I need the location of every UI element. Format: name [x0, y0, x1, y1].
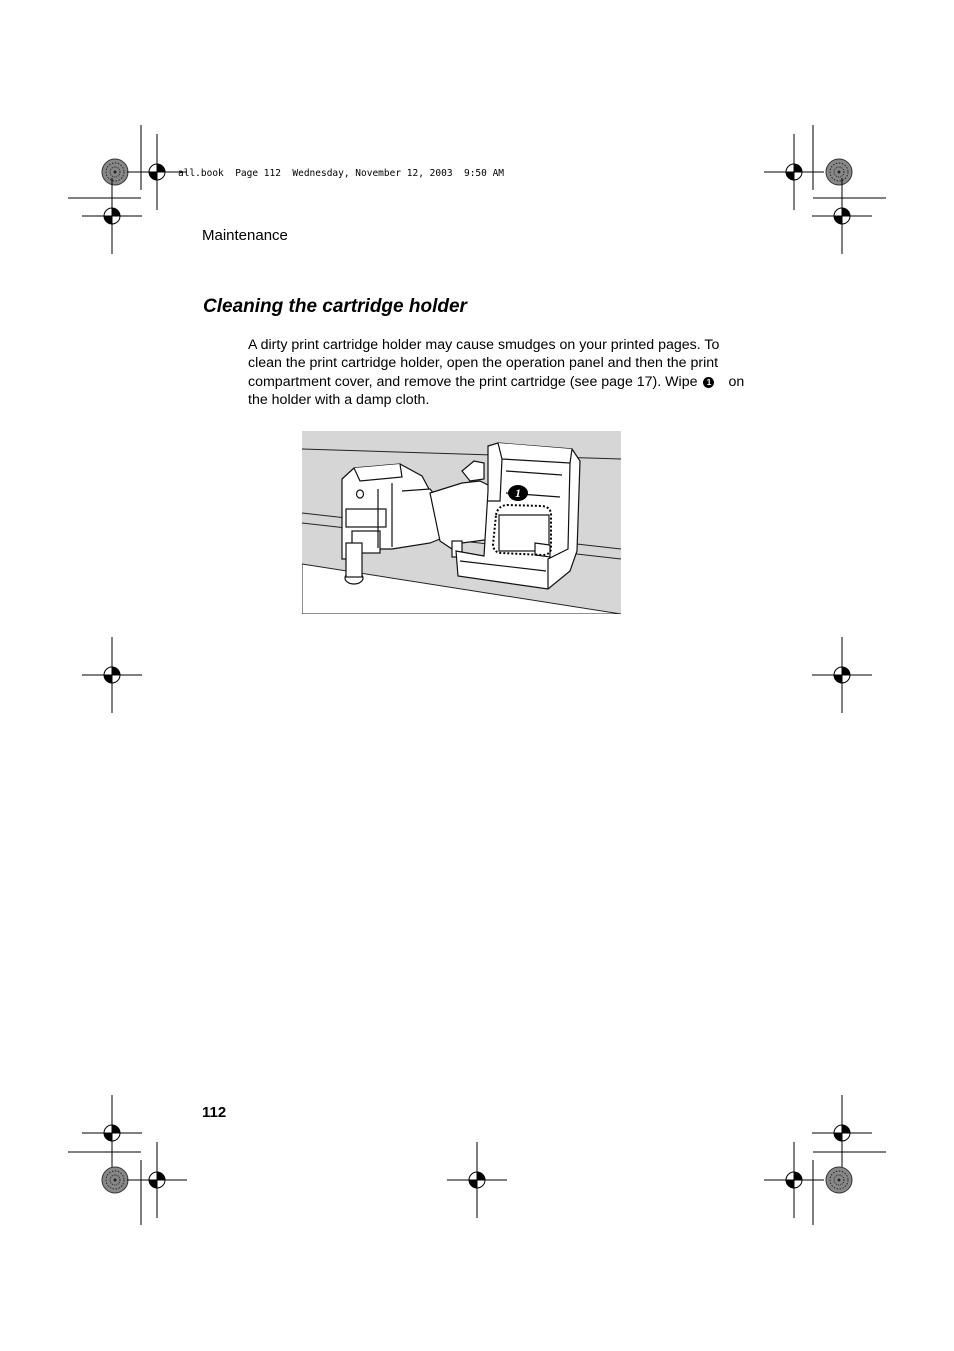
paragraph-line-1: A dirty print cartridge holder may cause smudges on your printed pages. To — [248, 337, 720, 353]
cartridge-holder-illustration — [302, 431, 621, 614]
paragraph-line-4: the holder with a damp cloth. — [248, 391, 430, 408]
paragraph-line-3-end: on — [728, 373, 745, 390]
section-header: Maintenance — [202, 227, 288, 244]
paragraph-line-3 — [248, 373, 748, 391]
page-title: Cleaning the cartridge holder — [203, 296, 467, 317]
instruction-paragraph — [248, 336, 748, 409]
paragraph-line-3-text: compartment cover, and remove the print cartridge (see page 17). Wipe — [248, 373, 698, 390]
page-number: 112 — [202, 1104, 227, 1121]
paragraph-line-2: clean the print cartridge holder, open the operation panel and then the print — [248, 355, 719, 372]
callout-number-icon: 1 — [703, 377, 714, 388]
figure-callout-label: 1 — [515, 486, 521, 500]
print-slug-header: all.book Page 112 Wednesday, November 12, 2003 9:50 AM — [178, 168, 505, 179]
